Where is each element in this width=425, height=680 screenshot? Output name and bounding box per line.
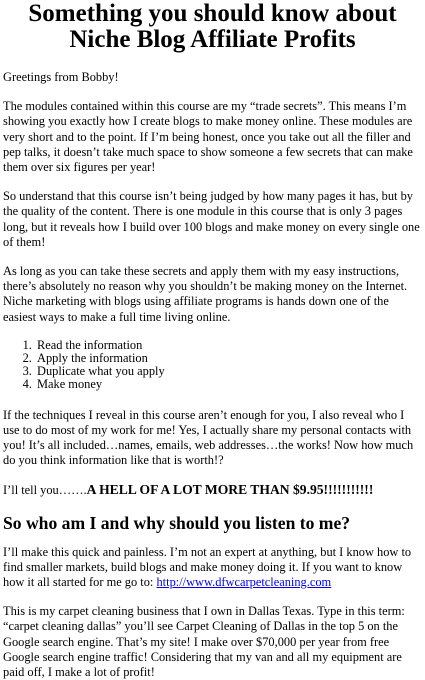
- carpet-cleaning-link[interactable]: http://www.dfwcarpetcleaning.com: [156, 575, 332, 590]
- section-heading: So who am I and why should you listen to me?: [3, 512, 351, 533]
- paragraph-quality: So understand that this course isn’t being judged by how many pages it has, but by the quality of the content. There is one module in this course that is only 3 pages long, but it reveals how I build over 100 blogs and make money on every single one of them!: [3, 189, 420, 249]
- list-item: 4. Make money: [35, 378, 422, 391]
- intro-text: I’ll make this quick and painless. I’m not an expert at anything, but I know how to find smaller markets, build blogs and make money doing it. If you want to know how it all started for me go to:: [3, 544, 412, 590]
- paragraph-intro: [3, 545, 422, 591]
- tell-you-lead: I’ll tell you…….: [3, 483, 87, 498]
- paragraph-apply-secrets: As long as you can take these secrets and apply them with my easy instructions, there’s absolutely no reason why you shouldn’t be making money on the Internet. Niche marketing with blogs using affiliate programs is hands down one of the easiest ways to make a full time living online.: [3, 264, 408, 324]
- steps-list: [3, 339, 422, 392]
- paragraph-trade-secrets: The modules contained within this course are my “trade secrets”. This means I’m showing you exactly how I create blogs to make money online. These modules are very short and to the point. If I’m being honest, once you take out all the filler and pep talks, it doesn’t take much space to show someone a few secrets that can make them over six figures per year!: [3, 99, 413, 175]
- paragraph-tell-you: [3, 482, 422, 498]
- list-item: 1. Read the information: [35, 339, 422, 352]
- paragraph-closing: This is my carpet cleaning business that I own in Dallas Texas. Type in this term: “carpet cleaning dallas” you’ll see Carpet Cleaning of Dallas in the top 5 on the Google search engine. That’s my site! I make over $70,000 per year from free Google search engine traffic! Considering that my van and all my equipment are paid off, I make a lot of profit!: [3, 604, 405, 680]
- greeting: Greetings from Bobby!: [3, 70, 119, 84]
- paragraph-techniques: If the techniques I reveal in this course aren’t enough for you, I also reveal who I use to do most of my work for me! Yes, I actually share my personal contacts with you! It’s all included…names, emails, web addresses…the works! Now how much do you think information like that is worth!?: [3, 407, 414, 468]
- list-item: 2. Apply the information: [35, 352, 422, 365]
- tell-you-emphasis: A HELL OF A LOT MORE THAN $9.95!!!!!!!!!!!: [86, 482, 374, 498]
- page-title: Something you should know about Niche Blog Affiliate Profits: [28, 0, 397, 53]
- list-item: 3. Duplicate what you apply: [35, 365, 422, 378]
